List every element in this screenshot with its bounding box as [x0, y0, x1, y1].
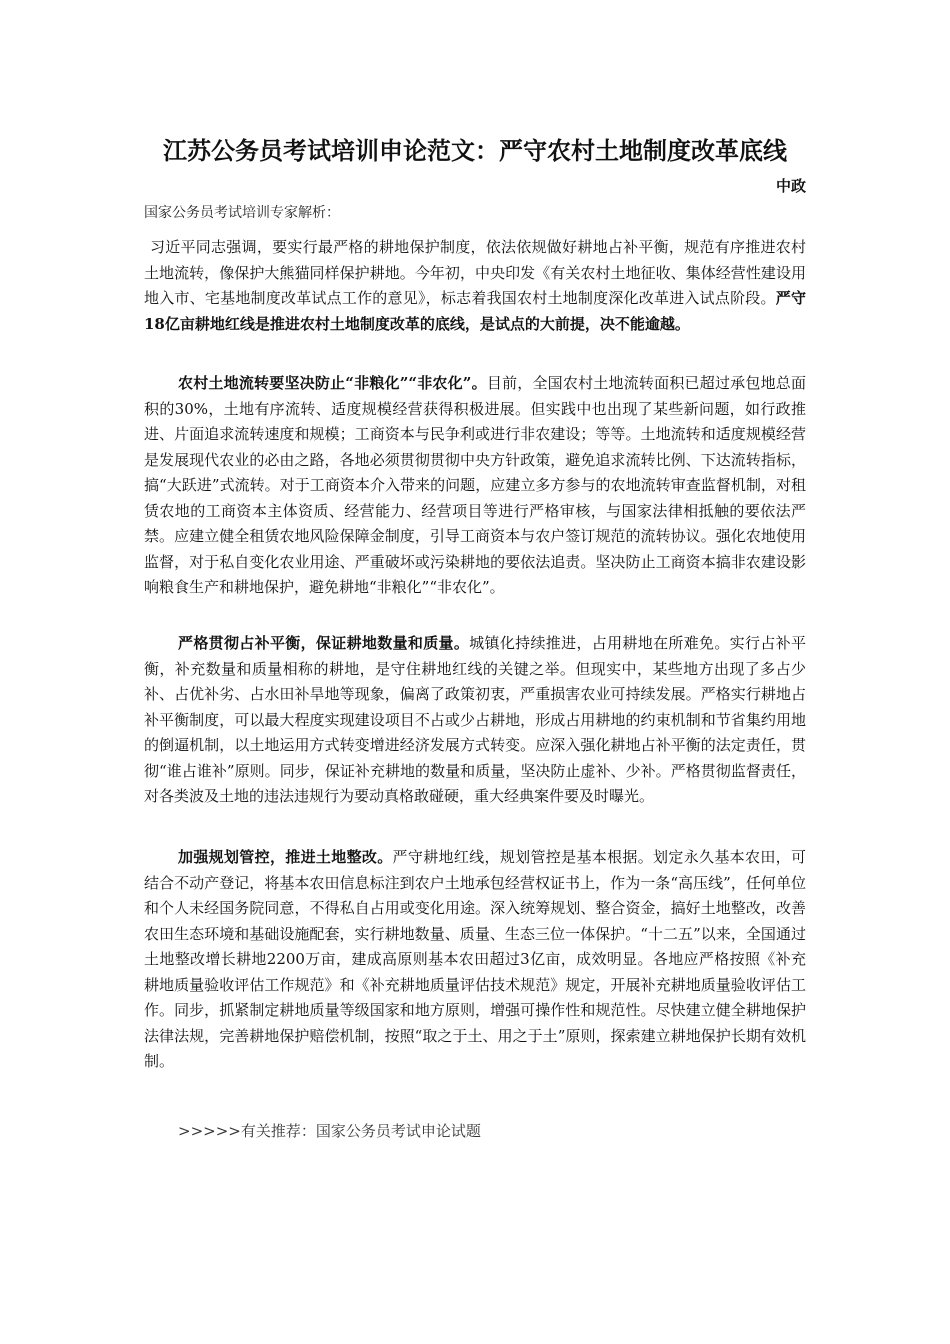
- paragraph-3-lead: 严格贯彻占补平衡，保证耕地数量和质量。: [178, 634, 470, 652]
- paragraph-1: [144, 235, 806, 337]
- paragraph-2-lead: 农村土地流转要坚决防止“非粮化”“非农化”。: [178, 374, 487, 392]
- paragraph-1-text: 习近平同志强调，要实行最严格的耕地保护制度，依法依规做好耕地占补平衡，规范有序推进农村土地流转，像保护大熊猫同样保护耕地。今年初，中央印发《有关农村土地征收、集体经营性建设用地入市、宅基地制度改革试点工作的意见》，标志着我国农村土地制度深化改革进入试点阶段。: [144, 238, 806, 307]
- paragraph-4-text: 严守耕地红线，规划管控是基本根据。划定永久基本农田，可结合不动产登记，将基本农田信息标注到农户土地承包经营权证书上，作为一条“高压线”，任何单位和个人未经国务院同意，不得私自占用或变化用途。深入统筹规划、整合资金，搞好土地整改，改善农田生态环境和基础设施配套，实行耕地数量、质量、生态三位一体保护。“十二五”以来，全国通过土地整改增长耕地2200万亩，建成高原则基本农田超过3亿亩，成效明显。各地应严格按照《补充耕地质量验收评估工作规范》和《补充耕地质量评估技术规范》规定，开展补充耕地质量验收评估工作。同步，抓紧制定耕地质量等级国家和地方原则，增强可操作性和规范性。尽快建立健全耕地保护法律法规，完善耕地保护赔偿机制，按照“取之于土、用之于土”原则，探索建立耕地保护长期有效机制。: [144, 848, 806, 1070]
- recommend-link[interactable]: >>>>>有关推荐：国家公务员考试申论试题: [178, 1122, 481, 1140]
- paragraph-4: [144, 845, 806, 1075]
- paragraph-3: [144, 631, 806, 810]
- author-name: 中政: [775, 177, 806, 195]
- paragraph-2-text: 目前，全国农村土地流转面积已超过承包地总面积的30%，土地有序流转、适度规模经营获得积极进展。但实践中也出现了某些新问题，如行政推进、片面追求流转速度和规模；工商资本与民争利或进行非农建设；等等。土地流转和适度规模经营是发展现代农业的必由之路，各地必须贯彻贯彻中央方针政策，避免追求流转比例、下达流转指标，搞“大跃进”式流转。对于工商资本介入带来的问题，应建立多方参与的农地流转审查监督机制，对租赁农地的工商资本主体资质、经营能力、经营项目等进行严格审核，与国家法律相抵触的要依法严禁。应建立健全租赁农地风险保障金制度，引导工商资本与农户签订规范的流转协议。强化农地使用监督，对于私自变化农业用途、严重破坏或污染耕地的要依法追责。坚决防止工商资本搞非农建设影响粮食生产和耕地保护，避免耕地“非粮化”“非农化”。: [144, 374, 806, 596]
- document-title: 江苏公务员考试培训申论范文：严守农村土地制度改革底线: [163, 137, 787, 165]
- paragraph-3-text: 城镇化持续推进，占用耕地在所难免。实行占补平衡，补充数量和质量相称的耕地，是守住耕地红线的关键之举。但现实中，某些地方出现了多占少补、占优补劣、占水田补旱地等现象，偏离了政策初衷，严重损害农业可持续发展。严格实行耕地占补平衡制度，可以最大程度实现建设项目不占或少占耕地，形成占用耕地的约束机制和节省集约用地的倒逼机制，以土地运用方式转变增进经济发展方式转变。应深入强化耕地占补平衡的法定责任，贯彻“谁占谁补”原则。同步，保证补充耕地的数量和质量，坚决防止虚补、少补。严格贯彻监督责任，对各类波及土地的违法违规行为要动真格敢碰硬，重大经典案件要及时曝光。: [144, 634, 806, 805]
- paragraph-4-lead: 加强规划管控，推进土地整改。: [178, 848, 393, 866]
- paragraph-1-emphasis: 严守18亿亩耕地红线是推进农村土地制度改革的底线，是试点的大前提，决不能逾越。: [144, 289, 806, 333]
- intro-line: 国家公务员考试培训专家解析：: [144, 205, 340, 221]
- paragraph-2: [144, 371, 806, 601]
